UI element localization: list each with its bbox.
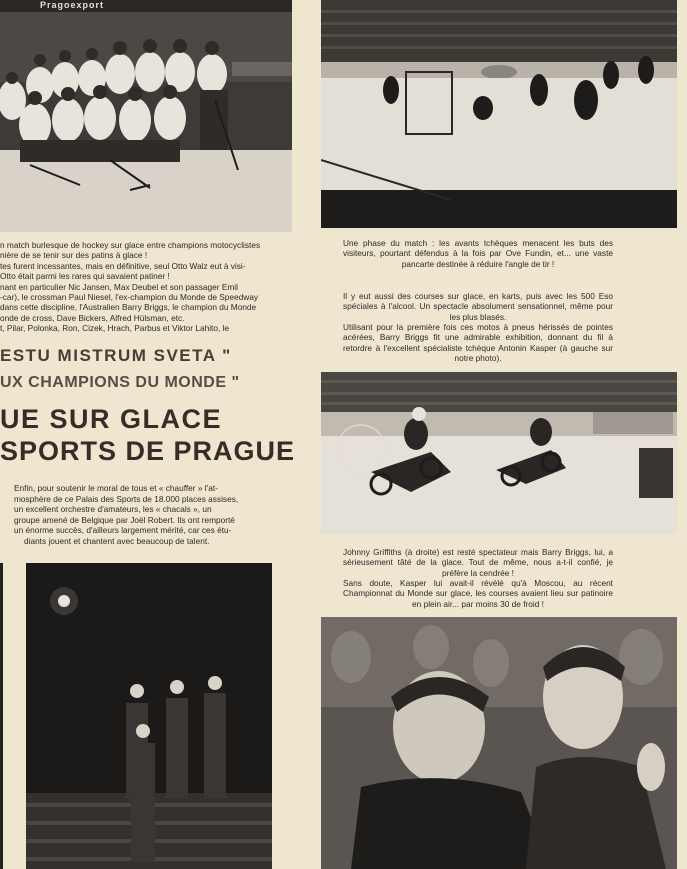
left-caption-line: nant en particulier Nic Jansen, Max Deubel et son passager Emil — [0, 281, 238, 292]
spectators-photo — [321, 617, 677, 869]
body-line: mosphère de ce Palais des Sports de 18.000 places assises, — [14, 493, 239, 504]
caption-karts: Il y eut aussi des courses sur glace, en karts, puis avec les 500 Eso spéciales à l'alcool. Un spectacle absolument sensationnel, même pour les plus blasés. — [343, 291, 613, 322]
left-caption-line: n match burlesque de hockey sur glace entre champions motocyclistes — [0, 240, 261, 250]
left-caption-line: Otto était parmi les rares qui savaient patiner ! — [0, 271, 170, 282]
caption-griffiths: Johnny Griffiths (à droite) est resté spectateur mais Barry Briggs, lui, a sérieusement tâté de la glace. Tout de même, nous a-t-il confié, je préfère la cendrée ! — [343, 547, 613, 578]
caption-moto: Utilisant pour la première fois ces motos à pneus hérissés de pointes acérées, Barry Briggs fit une admirable exhibition, donnant du fil à retordre à l'excellent spécialiste tchèque Antonin Kasper (à gauche sur notre photo). — [343, 322, 613, 363]
watermark-logo: LOGO — [336, 424, 386, 474]
body-line: Enfin, pour soutenir le moral de tous et « chauffer » l'at- — [14, 483, 218, 493]
left-caption-line: -car), le crossman Paul Niesel, l'ex-champion du Monde de Speedway — [0, 292, 258, 303]
body-line: un excellent orchestre d'amateurs, les « chacals », un — [14, 504, 212, 514]
body-line: groupe amené de Belgique par Joël Robert. Ils ont remporté — [14, 514, 235, 525]
left-caption-line: nière de se tenir sur des patins à glace ! — [0, 250, 148, 261]
body-line: diants jouent et chantent avec beaucoup de talent. — [24, 535, 210, 546]
headline-czech: ESTU MISTRUM SVETA " — [0, 346, 232, 365]
body-line: un énorme succès, d'ailleurs largement mérité, car ces étu- — [14, 525, 232, 535]
left-caption-line: tes furent incessantes, mais en définitive, seul Otto Walz eut à visi- — [0, 260, 246, 271]
hockey-photo — [321, 0, 677, 228]
team-photo — [0, 0, 292, 232]
team-banner-text: Pragoexport — [40, 0, 105, 10]
left-caption-line: dans cette discipline, l'Australien Barry Briggs, le champion du Monde — [0, 302, 257, 313]
headline-french: UX CHAMPIONS DU MONDE " — [0, 374, 240, 391]
motorcycle-photo — [321, 372, 677, 534]
headline-main-1: UE SUR GLACE — [0, 404, 223, 434]
band-photo — [26, 563, 272, 869]
headline-main-2: SPORTS DE PRAGUE — [0, 436, 296, 466]
edge-photo-strip — [0, 563, 3, 869]
left-caption-line: onde de cross, Dave Bickers, Alfred Hülsman, etc. — [0, 312, 185, 323]
caption-kasper: Sans doute, Kasper lui avait-il révélé qu'à Moscou, au récent Championnat du Monde sur glace, les courses avaient lieu sur patinoire en plein air... par moins 30 de froid ! — [343, 578, 613, 609]
caption-hockey: Une phase du match : les avants tchèques menacent les buts des visiteurs, pourtant défendus à la fois par Ove Fundin, et... une vaste pancarte destinée à réduire l'angle de tir ! — [343, 238, 613, 269]
left-caption-line: t, Pilar, Polonka, Ron, Cizek, Hrach, Parbus et Viktor Lahito, le — [0, 323, 230, 334]
body-paragraph — [0, 483, 318, 546]
left-caption — [0, 240, 318, 334]
